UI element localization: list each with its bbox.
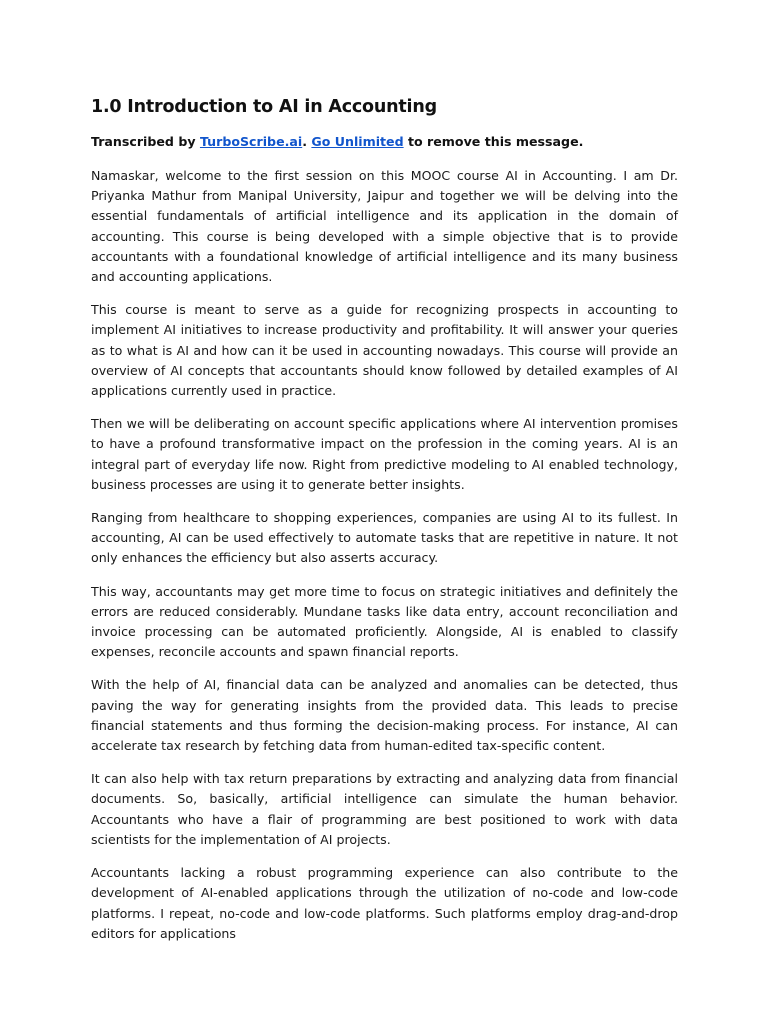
paragraph: This course is meant to serve as a guide for recognizing prospects in accounting to implement AI initiatives to increase productivity and profitability. It will answer your queries as to what is AI and how can it be used in accounting nowadays. This course will provide an overview of AI concepts that accountants should know followed by detailed examples of AI applications currently used in practice. [91, 302, 678, 399]
document-page [91, 94, 678, 957]
go-unlimited-link[interactable]: Go Unlimited [311, 134, 404, 149]
transcription-prefix: Transcribed by [91, 134, 200, 149]
paragraph: Then we will be deliberating on account specific applications where AI intervention promises to have a profound transformative impact on the profession in the coming years. AI is an integral part of everyday life now. Right from predictive modeling to AI enabled technology, business processes are using it to generate better insights. [91, 416, 678, 492]
document-title: 1.0 Introduction to AI in Accounting [91, 97, 437, 117]
paragraph: This way, accountants may get more time to focus on strategic initiatives and definitely the errors are reduced considerably. Mundane tasks like data entry, account reconciliation and invoice processing can be automated proficiently. Alongside, AI is enabled to classify expenses, reconcile accounts and spawn financial reports. [91, 583, 678, 660]
turboscribe-link[interactable]: TurboScribe.ai [199, 134, 303, 149]
paragraph: Accountants lacking a robust programming experience can also contribute to the development of AI-enabled applications through the utilization of no-code and low-code platforms. I repeat, no-code and low-code platforms. Such platforms employ drag-and-drop editors for applications [91, 865, 678, 941]
paragraph: It can also help with tax return preparations by extracting and analyzing data from financial documents. So, basically, artificial intelligence can simulate the human behavior. Accountants who have a flair of programming are best positioned to work with data scientists for the implementation of AI projects. [91, 771, 678, 847]
paragraph: Namaskar, welcome to the first session on this MOOC course AI in Accounting. I am Dr. Priyanka Mathur from Manipal University, Jaipur and together we will be delving into the essential fundamentals of artificial intelligence and its application in the domain of accounting. This course is being developed with a simple objective that is to provide accountants with a foundational knowledge of artificial intelligence and its many business and accounting applications. [91, 168, 678, 285]
transcription-suffix: to remove this message. [403, 134, 584, 149]
transcription-separator: . [302, 134, 312, 149]
paragraph: With the help of AI, financial data can be analyzed and anomalies can be detected, thus paving the way for generating insights from the provided data. This leads to precise financial statements and thus forming the decision-making process. For instance, AI can accelerate tax research by fetching data from human-edited tax-specific content. [91, 677, 678, 754]
transcription-notice [91, 132, 678, 152]
paragraph: Ranging from healthcare to shopping experiences, companies are using AI to its fullest. In accounting, AI can be used effectively to automate tasks that are repetitive in nature. It not only enhances the efficiency but also asserts accuracy. [91, 510, 678, 566]
